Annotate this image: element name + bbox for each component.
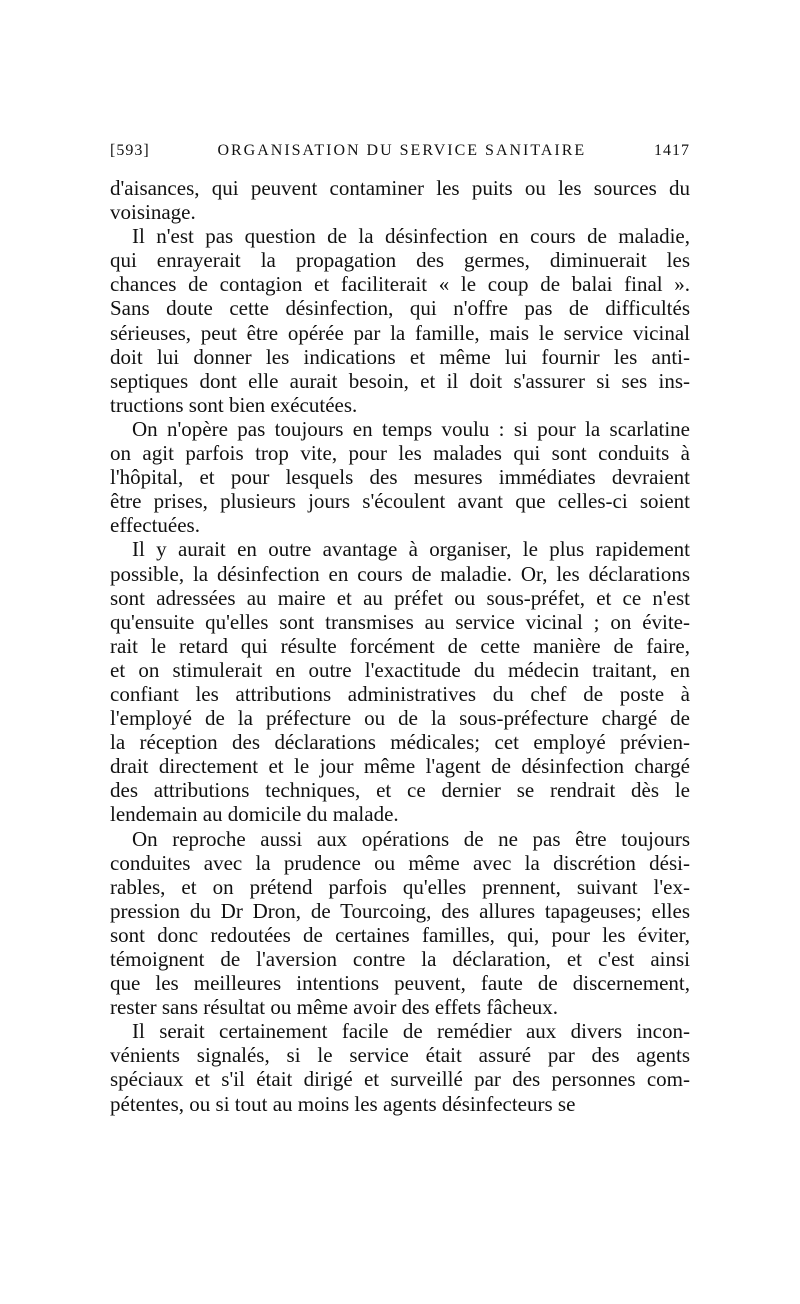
text-line: confiant les attributions administratives du chef de poste à — [110, 681, 690, 706]
text-line: lendemain au domicile du malade. — [110, 802, 399, 827]
text-line: l'employé de la préfecture ou de la sous-préfecture chargé de — [110, 706, 690, 731]
text-line: d'aisances, qui peuvent contaminer les puits ou les sources du — [110, 176, 690, 200]
text-line: rester sans résultat ou même avoir des effets fâcheux. — [110, 995, 559, 1020]
text-line: On reproche aussi aux opérations de ne pas être toujours — [132, 826, 690, 851]
text-line: drait directement et le jour même l'agent de désinfection chargé — [110, 754, 690, 779]
text-line: doit lui donner les indications et même lui fournir les anti- — [110, 344, 690, 369]
text-line: septiques dont elle aurait besoin, et il doit s'assurer si ses ins- — [110, 368, 690, 393]
text-line: rables, et on prétend parfois qu'elles prennent, suivant l'ex- — [110, 874, 690, 899]
section-reference: [593] — [110, 142, 150, 159]
body-text — [110, 176, 690, 1116]
text-line: qui enrayerait la propagation des germes, diminuerait les — [110, 248, 690, 273]
book-page — [110, 142, 690, 1116]
text-line: qu'ensuite qu'elles sont transmises au service vicinal ; on évite- — [110, 609, 690, 634]
text-line: On n'opère pas toujours en temps voulu : si pour la scarlatine — [132, 416, 690, 441]
text-line: et on stimulerait en outre l'exactitude du médecin traitant, en — [110, 657, 690, 682]
text-line: Il n'est pas question de la désinfection en cours de maladie, — [132, 224, 690, 249]
text-line: effectuées. — [110, 513, 200, 538]
text-line: être prises, plusieurs jours s'écoulent avant que celles-ci soient — [110, 489, 690, 514]
text-line: Il serait certainement facile de remédier aux divers incon- — [132, 1019, 690, 1044]
paragraph — [110, 537, 690, 826]
paragraph — [110, 417, 690, 537]
text-line: conduites avec la prudence ou même avec la discrétion dési- — [110, 850, 690, 875]
text-line: pétentes, ou si tout au moins les agents désinfecteurs se — [110, 1091, 576, 1116]
text-line: sont adressées au maire et au préfet ou sous-préfet, et ce n'est — [110, 585, 690, 610]
text-line: voisinage. — [110, 200, 196, 225]
paragraph — [110, 224, 690, 417]
text-line: rait le retard qui résulte forcément de cette manière de faire, — [110, 633, 690, 658]
text-line: chances de contagion et faciliterait « le coup de balai final ». — [110, 272, 690, 297]
text-line: Sans doute cette désinfection, qui n'offre pas de difficultés — [110, 296, 690, 321]
text-line: l'hôpital, et pour lesquels des mesures immédiates devraient — [110, 465, 690, 490]
text-line: la réception des déclarations médicales; cet employé prévien- — [110, 730, 690, 755]
text-line: tructions sont bien exécutées. — [110, 392, 358, 417]
text-line: on agit parfois trop vite, pour les malades qui sont conduits à — [110, 441, 690, 466]
paragraph — [110, 1019, 690, 1115]
text-line: Il y aurait en outre avantage à organiser, le plus rapidement — [132, 537, 690, 562]
text-line: spéciaux et s'il était dirigé et surveillé par des personnes com- — [110, 1067, 690, 1092]
text-line: témoignent de l'aversion contre la déclaration, et c'est ainsi — [110, 947, 690, 971]
paragraph — [110, 827, 690, 1020]
paragraph — [110, 176, 690, 224]
text-line: vénients signalés, si le service était assuré par des agents — [110, 1043, 690, 1068]
text-line: sérieuses, peut être opérée par la famille, mais le service vicinal — [110, 320, 690, 345]
page-number: 1417 — [653, 142, 690, 159]
text-line: sont donc redoutées de certaines familles, qui, pour les éviter, — [110, 922, 690, 947]
text-line: des attributions techniques, et ce dernier se rendrait dès le — [110, 778, 690, 803]
text-line: que les meilleures intentions peuvent, faute de discernement, — [110, 971, 690, 996]
running-head — [110, 142, 690, 170]
text-line: pression du Dr Dron, de Tourcoing, des allures tapageuses; elles — [110, 898, 690, 923]
running-title: ORGANISATION DU SERVICE SANITAIRE — [217, 142, 587, 159]
text-line: possible, la désinfection en cours de maladie. Or, les déclarations — [110, 561, 690, 586]
